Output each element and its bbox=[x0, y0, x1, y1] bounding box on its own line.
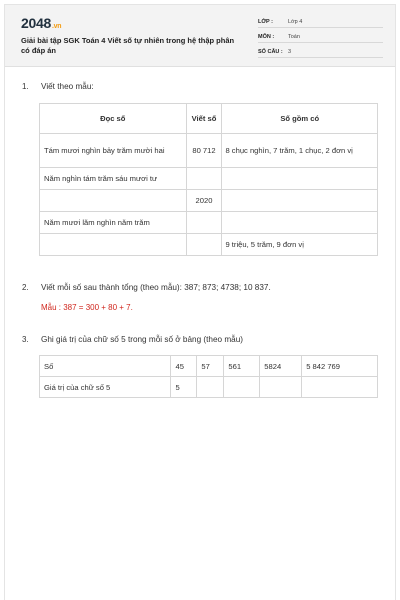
document-title: Giải bài tập SGK Toán 4 Viết số tự nhiên trong hệ thập phân có đáp án bbox=[21, 36, 235, 55]
table-cell bbox=[222, 168, 378, 190]
table-cell: 561 bbox=[224, 356, 260, 377]
table-header-row bbox=[40, 104, 378, 134]
question-2-example: Mẫu : 387 = 300 + 80 + 7. bbox=[41, 303, 133, 312]
table-cell: 57 bbox=[197, 356, 224, 377]
table-cell bbox=[302, 377, 378, 398]
table-cell bbox=[186, 212, 222, 234]
meta-key: SỐ CÂU : bbox=[258, 49, 283, 55]
table-cell: 80 712 bbox=[186, 134, 222, 168]
table-cell: 5824 bbox=[260, 356, 302, 377]
question-1-number: 1. bbox=[22, 82, 29, 91]
table-cell bbox=[40, 190, 187, 212]
meta-key: MÔN : bbox=[258, 34, 275, 40]
question-3-table bbox=[39, 355, 378, 398]
column-header: Viết số bbox=[186, 104, 222, 134]
table-cell bbox=[186, 234, 222, 256]
question-3-number: 3. bbox=[22, 335, 29, 344]
table-cell: 8 chục nghìn, 7 trăm, 1 chục, 2 đơn vị bbox=[222, 134, 378, 168]
table-cell bbox=[222, 212, 378, 234]
table-cell bbox=[260, 377, 302, 398]
table-cell: 2020 bbox=[186, 190, 222, 212]
table-cell bbox=[224, 377, 260, 398]
table-cell: 9 triệu, 5 trăm, 9 đơn vị bbox=[222, 234, 378, 256]
question-3-text: Ghi giá trị của chữ số 5 trong mỗi số ở bảng (theo mẫu) bbox=[41, 335, 243, 344]
column-header: Đọc số bbox=[40, 104, 187, 134]
table-row bbox=[40, 190, 378, 212]
page-frame bbox=[4, 4, 396, 600]
table-row bbox=[40, 168, 378, 190]
table-row bbox=[40, 234, 378, 256]
table-cell: 5 bbox=[171, 377, 197, 398]
table-cell: Giá trị của chữ số 5 bbox=[40, 377, 171, 398]
table-cell: 5 842 769 bbox=[302, 356, 378, 377]
table-row bbox=[40, 134, 378, 168]
table-cell: Năm mươi lăm nghìn năm trăm bbox=[40, 212, 187, 234]
logo-suffix: .vn bbox=[51, 23, 62, 30]
question-2-number: 2. bbox=[22, 283, 29, 292]
table-cell bbox=[40, 234, 187, 256]
meta-value: 3 bbox=[288, 49, 292, 55]
table-cell: Năm nghìn tám trăm sáu mươi tư bbox=[40, 168, 187, 190]
table-row bbox=[40, 356, 378, 377]
table-cell: Số bbox=[40, 356, 171, 377]
question-1-table bbox=[39, 103, 378, 256]
table-row bbox=[40, 212, 378, 234]
meta-row-question-count bbox=[258, 46, 383, 58]
site-logo[interactable] bbox=[21, 15, 61, 31]
table-row bbox=[40, 377, 378, 398]
table-cell bbox=[197, 377, 224, 398]
question-2-text: Viết mỗi số sau thành tổng (theo mẫu): 387; 873; 4738; 10 837. bbox=[41, 283, 271, 292]
document-header bbox=[5, 5, 395, 67]
meta-row-subject bbox=[258, 31, 383, 43]
table-cell: 45 bbox=[171, 356, 197, 377]
question-1-text: Viết theo mẫu: bbox=[41, 82, 94, 91]
meta-key: LỚP : bbox=[258, 19, 273, 25]
logo-main: 2048 bbox=[21, 15, 51, 31]
meta-value: Lớp 4 bbox=[288, 19, 303, 25]
table-cell: Tám mươi nghìn bảy trăm mười hai bbox=[40, 134, 187, 168]
table-cell bbox=[186, 168, 222, 190]
meta-row-class bbox=[258, 16, 383, 28]
meta-value: Toán bbox=[288, 34, 300, 40]
column-header: Số gồm có bbox=[222, 104, 378, 134]
table-cell bbox=[222, 190, 378, 212]
